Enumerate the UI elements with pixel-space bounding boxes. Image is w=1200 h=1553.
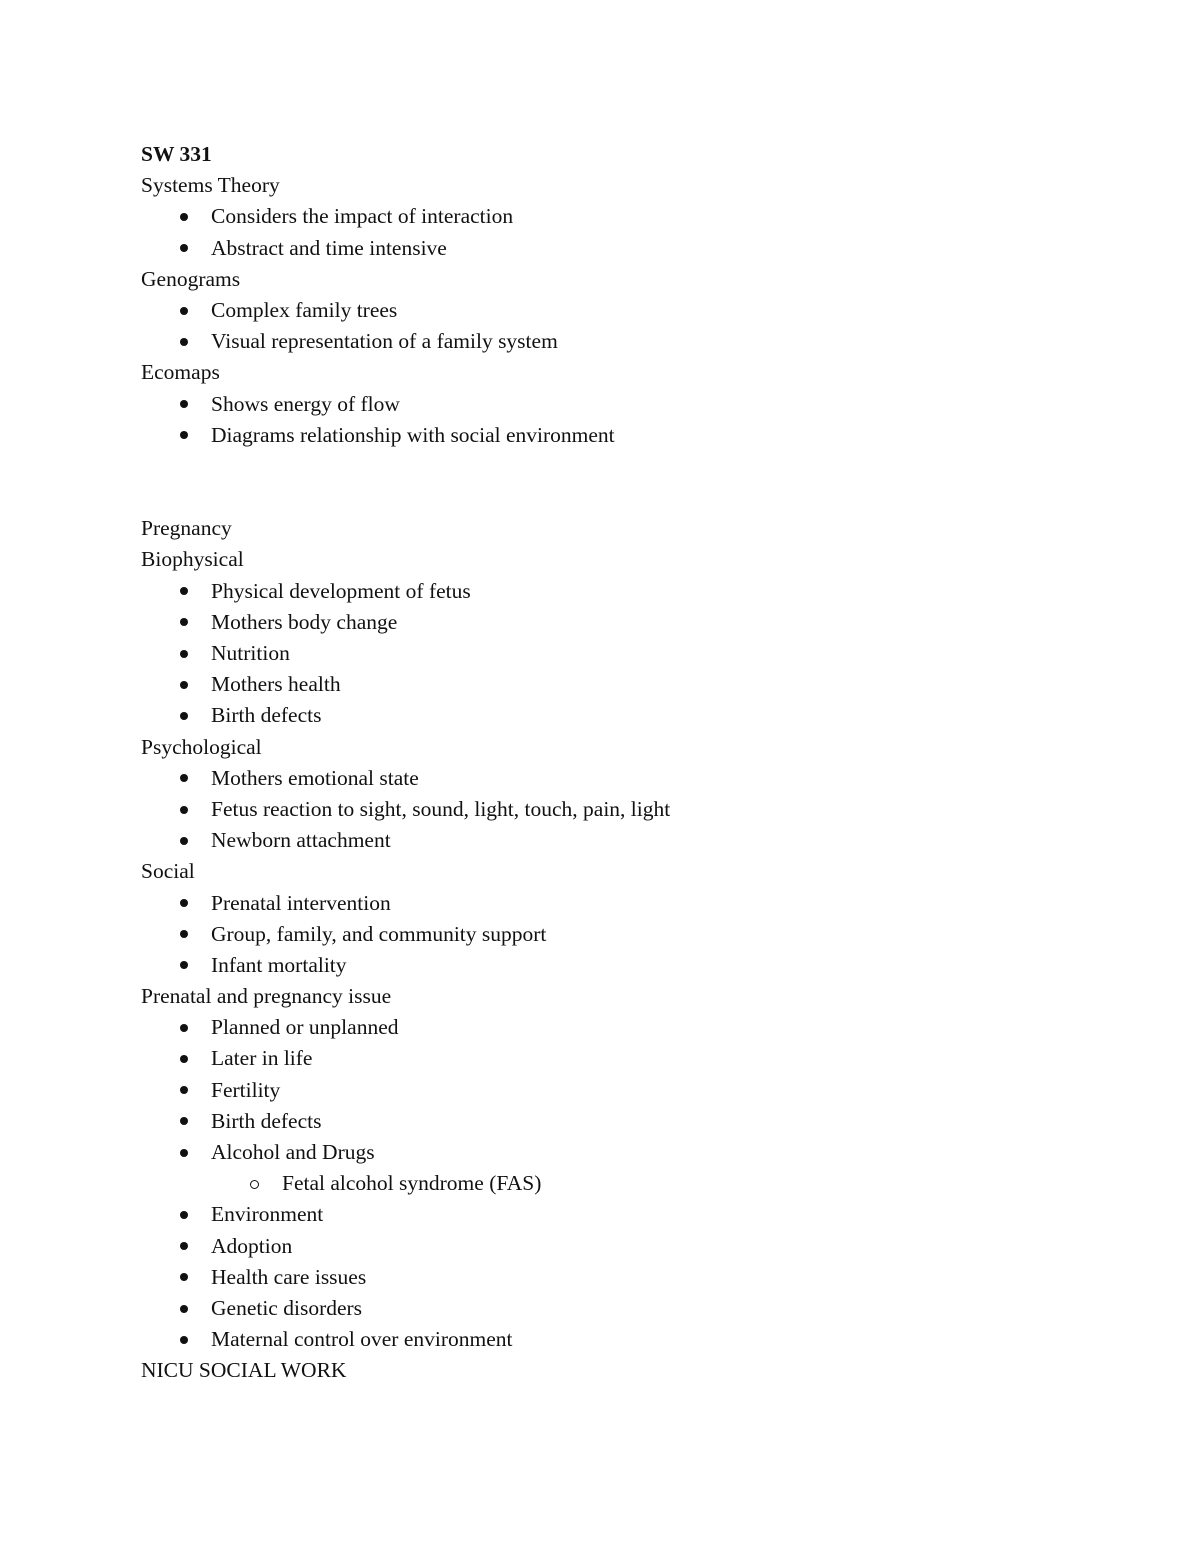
list-item-text: Environment [211,1202,324,1227]
list-item [141,919,1101,950]
bullet-icon [180,1211,188,1219]
list-item-text: Adoption [211,1233,293,1258]
section-heading-genograms: Genograms [141,266,241,291]
list-item [141,638,1101,669]
list-item-text: Health care issues [211,1264,367,1289]
bullet-icon [180,1117,188,1125]
list-item-text: Considers the impact of interaction [211,204,514,229]
section-heading-ecomaps: Ecomaps [141,360,220,385]
hollow-bullet-icon [250,1180,259,1189]
list-item-text: Visual representation of a family system [211,329,558,354]
document-body [141,139,1101,1387]
list-item [141,1231,1101,1262]
list-item [141,326,1101,357]
list-item-text: Fetus reaction to sight, sound, light, touch, pain, light [211,796,671,821]
bullet-icon [180,1273,188,1281]
list-item [141,420,1101,451]
list-item [141,1075,1101,1106]
list-item [141,794,1101,825]
bullet-icon [180,1242,188,1250]
list-item-text: Mothers body change [211,609,398,634]
list-item-text: Shows energy of flow [211,391,400,416]
list-item [141,700,1101,731]
list-item-text: Group, family, and community support [211,921,547,946]
bullet-icon [180,899,188,907]
bullet-icon [180,587,188,595]
list-item-text: Physical development of fetus [211,578,471,603]
bullet-icon [180,1086,188,1094]
list-item [141,1137,1101,1168]
list-item [141,295,1101,326]
list-item-text: Birth defects [211,703,322,728]
list-item [141,1324,1101,1355]
bullet-icon [180,712,188,720]
bullet-icon [180,961,188,969]
list-item [141,763,1101,794]
list-item [141,1199,1101,1230]
list-item [141,389,1101,420]
section-heading-psychological: Psychological [141,734,262,759]
list-item-text: Maternal control over environment [211,1327,513,1352]
list-item [141,1262,1101,1293]
list-item-text: Newborn attachment [211,828,391,853]
bullet-icon [180,774,188,782]
blank-line [141,451,1101,482]
list-item [141,1293,1101,1324]
bullet-icon [180,650,188,658]
bullet-icon [180,1336,188,1344]
bullet-icon [180,1305,188,1313]
bullet-icon [180,837,188,845]
list-item-text: Diagrams relationship with social environment [211,422,615,447]
section-heading-biophysical: Biophysical [141,547,244,572]
sub-list-item [141,1168,1101,1199]
list-item-text: Mothers health [211,672,341,697]
bullet-icon [180,213,188,221]
section-heading-pregnancy: Pregnancy [141,516,232,541]
list-item [141,607,1101,638]
section-heading-systems-theory: Systems Theory [141,173,280,198]
document-title: SW 331 [141,142,212,166]
bullet-icon [180,1055,188,1063]
list-item-text: Fertility [211,1077,281,1102]
bullet-icon [180,338,188,346]
bullet-icon [180,431,188,439]
list-item-text: Complex family trees [211,297,398,322]
list-item [141,1043,1101,1074]
list-item-text: Mothers emotional state [211,765,419,790]
list-item [141,1012,1101,1043]
bullet-icon [180,400,188,408]
list-item [141,1106,1101,1137]
bullet-icon [180,1024,188,1032]
list-item-text: Alcohol and Drugs [211,1140,375,1164]
list-item [141,576,1101,607]
list-item-text: Nutrition [211,641,290,665]
list-item [141,950,1101,981]
list-item-text: Planned or unplanned [211,1015,399,1040]
bullet-icon [180,618,188,626]
blank-line [141,482,1101,513]
bullet-icon [180,681,188,689]
list-item-text: Abstract and time intensive [211,235,447,260]
list-item [141,201,1101,232]
section-heading-nicu: NICU SOCIAL WORK [141,1358,347,1383]
bullet-icon [180,1149,188,1157]
list-item-text: Birth defects [211,1108,322,1133]
bullet-icon [180,806,188,814]
list-item-text: Infant mortality [211,952,347,977]
list-item [141,888,1101,919]
sub-list-item-text: Fetal alcohol syndrome (FAS) [282,1171,542,1196]
bullet-icon [180,930,188,938]
list-item-text: Later in life [211,1046,313,1071]
list-item-text: Prenatal intervention [211,890,391,915]
bullet-icon [180,244,188,252]
list-item [141,825,1101,856]
section-heading-social: Social [141,859,195,884]
section-heading-prenatal: Prenatal and pregnancy issue [141,984,392,1009]
list-item [141,233,1101,264]
list-item-text: Genetic disorders [211,1295,363,1320]
bullet-icon [180,307,188,315]
list-item [141,669,1101,700]
